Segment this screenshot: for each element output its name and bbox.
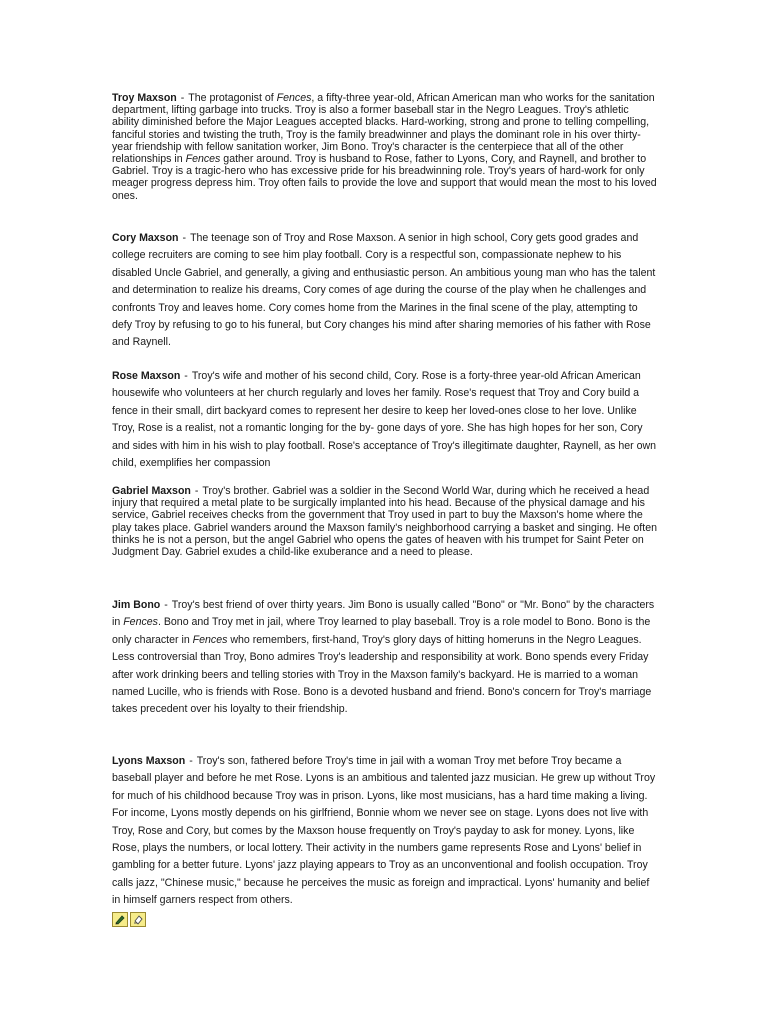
play-title: Fences [192,633,228,646]
description-text: Troy's son, fathered before Troy's time in jail with a woman Troy met before Troy became a baseball player and before he met Rose. Lyons is an ambitious and talented jazz musician. He grew up without Troy for much of his childhood because Troy was in prison. Lyons, like most musicians, has a hard time making a living. For income, Lyons mostly depends on his girlfriend, Bonnie whom we never see on stage. Lyons does not live with Troy, Rose and Cory, but comes by the Maxson house frequently on Troy's payday to ask for money. Lyons, like Rose, plays the numbers, or local lottery. Their activity in the numbers game represents Rose and Lyons' belief in gambling for a better future. Lyons' jazz playing appears to Troy as an unconventional and foolish occupation. Troy calls jazz, "Chinese music," because he perceives the music as foreign and impractical. Lyons' humanity and belief in himself garners respect from others. [112,755,656,907]
character-entry-lyons [112,753,657,910]
description-text: who remembers, first-hand, Troy's glory days of hitting homeruns in the Negro Leagues. Less controversial than Troy, Bono admires Troy's leadership and responsibility at work. Bono spends every Friday after work drinking beers and telling stories with Troy in the Maxson family's backyard. He is married to a woman named Lucille, who is friends with Rose. Bono is a devoted husband and friend. Bono's concern for Troy's marriage takes precedent over his loyalty to their friendship. [112,633,652,716]
character-entry-jim-bono [112,597,657,719]
separator: - [180,92,185,104]
character-name: Lyons Maxson [112,755,186,767]
character-entry-rose [112,368,657,472]
separator: - [184,370,188,382]
character-name: Rose Maxson [112,370,181,382]
description-text: . Bono and Troy met in jail, where Troy learned to play baseball. Troy is a role model to Bono. Bono is the only character in [112,616,651,646]
description-text: The teenage son of Troy and Rose Maxson. A senior in high school, Cory gets good grades and college recruiters are coming to see him play football. Cory is a respectful son, compassionate nephew to his disabled Uncle Gabriel, and generally, a giving and enthusiastic person. An ambitious young man who has the talent and determination to realize his dreams, Cory comes of age during the course of the play when he challenges and confronts Troy and leaves home. Cory comes home from the Marines in the final scene of the play, attempting to defy Troy by refusing to go to his funeral, but Cory changes his mind after sharing memories of his father with Rose and Raynell. [112,232,656,349]
edit-icon[interactable] [112,912,128,927]
character-name: Cory Maxson [112,232,179,244]
eraser-icon[interactable] [130,912,146,927]
description-text: The protagonist of [188,92,277,104]
character-entry-cory [112,230,657,352]
play-title: Fences [123,616,158,629]
description-text: Troy's wife and mother of his second child, Cory. Rose is a forty-three year-old African American housewife who volunteers at her church regularly and loves her family. Rose's request that Troy and Cory build a fence in their small, dirt backyard comes to represent her desire to keep her loved-ones close to her love. Unlike Troy, Rose is a realist, not a romantic longing for the by- gone days of yore. She has high hopes for her son, Cory and sides with him in his wish to play football. Rose's acceptance of Troy's illegitimate daughter, Raynell, as her own child, exemplifies her compassion [112,370,657,470]
description-text: gather around. Troy is husband to Rose, father to Lyons, Cory, and Raynell, and brother to Gabriel. Troy is a tragic-hero who has excessive pride for his breadwinning role. Troy's years of hard-work for only meager progress depress him. Troy often fails to provide the love and support that would mean the most to his loved ones. [112,153,657,202]
character-entry-troy [112,92,657,202]
annotation-toolbar [112,912,146,927]
description-text: Troy's brother. Gabriel was a soldier in the Second World War, during which he received a head injury that required a metal plate to be surgically implanted into his head. Because of the physical damage and his service, Gabriel receives checks from the government that Troy used in part to buy the Maxson's home where the play takes place. Gabriel wanders around the Maxson family's neighborhood carrying a basket and singing. He often thinks he is not a person, but the angel Gabriel who opens the gates of heaven with his trumpet for Saint Peter on Judgment Day. Gabriel exudes a child-like exuberance and a need to please. [112,485,657,559]
separator: - [164,599,168,611]
character-name: Troy Maxson [112,92,177,104]
character-name: Gabriel Maxson [112,485,191,497]
separator: - [189,755,193,767]
description-text: , a fifty-three year-old, African American man who works for the sanitation department, lifting garbage into trucks. Troy is also a former baseball star in the Negro Leagues. Troy's athletic ability diminished before the Major Leagues accepted blacks. Hard-working, strong and prone to telling compelling, fanciful stories and twisting the truth, Troy is the family breadwinner and plays the dominant role in his over thirty-year friendship with fellow sanitation worker, Jim Bono. Troy's character is the centerpiece that all of the other relationships in [112,92,655,166]
character-name: Jim Bono [112,599,161,611]
character-entry-gabriel [112,485,657,558]
separator: - [194,485,199,497]
play-title: Fences [185,153,221,166]
play-title: Fences [276,92,312,104]
separator: - [182,232,187,244]
description-text: Troy's best friend of over thirty years. Jim Bono is usually called "Bono" or "Mr. Bono" by the characters in [112,599,655,629]
